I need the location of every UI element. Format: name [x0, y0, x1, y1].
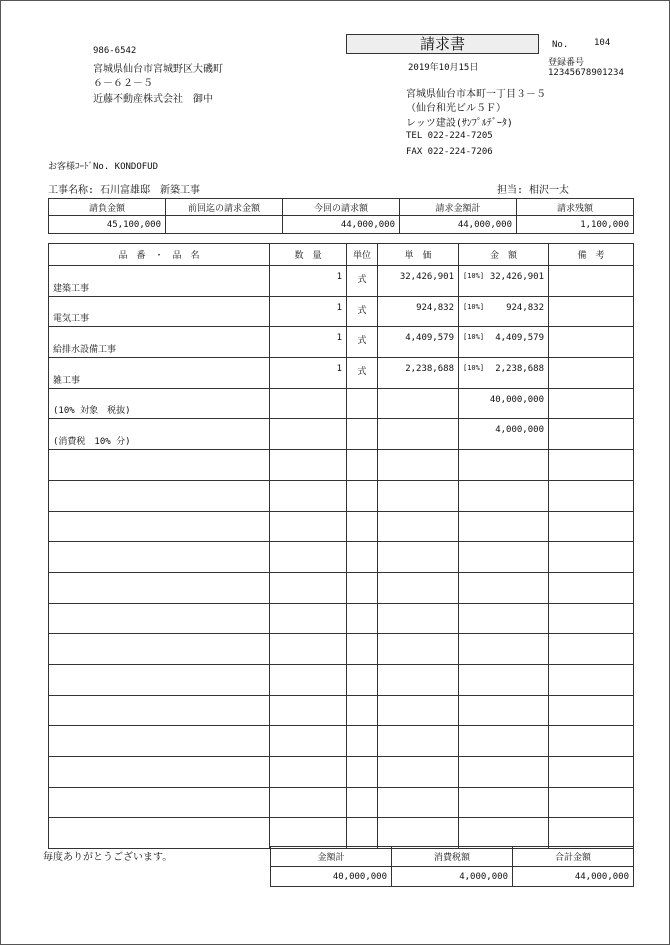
item-name [49, 388, 270, 419]
empty-cell [549, 818, 634, 849]
item-tax-rate: [10%] [463, 302, 485, 311]
totals-table [270, 846, 634, 887]
empty-cell [549, 757, 634, 788]
item-note [549, 296, 634, 327]
summary-value: 44,000,000 [283, 216, 400, 234]
items-header: 備 考 [549, 244, 634, 266]
empty-row [49, 634, 634, 665]
item-quantity-text: 1 [336, 333, 342, 344]
recipient-address-2: ６－６２－５ [93, 78, 153, 89]
registration-number: 12345678901234 [548, 68, 624, 78]
item-unit [347, 327, 378, 358]
empty-cell [347, 787, 378, 818]
empty-cell [270, 480, 347, 511]
items-header: 単 価 [378, 244, 459, 266]
empty-row [49, 695, 634, 726]
item-quantity-text: 1 [336, 272, 342, 282]
item-unit-price [378, 327, 459, 358]
empty-cell [270, 787, 347, 818]
totals-value: 40,000,000 [271, 867, 392, 887]
item-amount-text: 4,000,000 [495, 425, 544, 436]
item-unit [347, 266, 378, 297]
customer-code: お客様ｺｰﾄﾞNo. KONDOFUD [48, 162, 159, 172]
empty-cell [459, 726, 549, 757]
item-quantity [270, 388, 347, 419]
empty-cell [347, 818, 378, 849]
summary-value: 1,100,000 [517, 216, 634, 234]
item-unit-price [378, 358, 459, 389]
item-tax-rate: [10%] [463, 272, 485, 280]
item-amount [459, 296, 549, 327]
empty-cell [347, 480, 378, 511]
doc-number-label: No. [552, 40, 569, 50]
item-unit-text: 式 [357, 336, 367, 347]
empty-cell [378, 511, 459, 542]
empty-cell [459, 511, 549, 542]
item-quantity [270, 266, 347, 297]
empty-cell [49, 542, 270, 573]
summary-value [166, 216, 283, 234]
item-quantity [270, 358, 347, 389]
empty-row [49, 572, 634, 603]
totals-header-row [271, 847, 634, 867]
item-name-text: (10% 対象 税抜) [53, 406, 131, 417]
empty-row [49, 450, 634, 481]
summary-header: 請求金額計 [400, 199, 517, 216]
recipient-address-1: 宮城県仙台市宮城野区大磯町 [93, 64, 223, 75]
totals-header: 消費税額 [392, 847, 513, 867]
item-amount-text: 924,832 [506, 302, 544, 313]
empty-cell [49, 480, 270, 511]
item-quantity-text: 1 [336, 302, 342, 313]
empty-cell [378, 480, 459, 511]
item-unit-price [378, 266, 459, 297]
empty-cell [459, 572, 549, 603]
table-row [49, 266, 634, 297]
empty-row [49, 511, 634, 542]
empty-cell [347, 726, 378, 757]
empty-cell [270, 726, 347, 757]
item-amount-text: 4,409,579 [495, 333, 544, 344]
empty-cell [459, 695, 549, 726]
item-tax-rate: [10%] [463, 333, 485, 342]
item-quantity-text: 1 [336, 364, 342, 375]
table-row [49, 388, 634, 419]
item-amount [459, 327, 549, 358]
empty-cell [549, 603, 634, 634]
summary-table [48, 198, 634, 234]
item-note [549, 327, 634, 358]
empty-cell [459, 757, 549, 788]
doc-number: 104 [594, 38, 611, 48]
empty-cell [378, 787, 459, 818]
issuer-building: （仙台和光ビル５Ｆ） [406, 103, 506, 114]
items-table [48, 243, 634, 849]
empty-cell [549, 726, 634, 757]
empty-cell [270, 818, 347, 849]
empty-cell [49, 787, 270, 818]
summary-header-row [49, 199, 634, 216]
thanks-message: 毎度ありがとうございます。 [43, 852, 173, 863]
summary-header: 前回迄の請求金額 [166, 199, 283, 216]
issuer-address: 宮城県仙台市本町一丁目３－５ [406, 89, 546, 100]
empty-cell [270, 695, 347, 726]
empty-cell [347, 542, 378, 573]
invoice-title: 請求書 [346, 34, 539, 54]
summary-header: 今回の請求額 [283, 199, 400, 216]
empty-row [49, 787, 634, 818]
empty-cell [347, 603, 378, 634]
issuer-tel: TEL 022-224-7205 [406, 131, 493, 141]
totals-value-row [271, 867, 634, 887]
item-name-text: (消費税 10% 分) [53, 437, 131, 448]
item-name-text: 建築工事 [53, 283, 90, 294]
empty-row [49, 603, 634, 634]
empty-cell [459, 664, 549, 695]
empty-cell [49, 511, 270, 542]
item-unit-price-text: 4,409,579 [405, 333, 454, 344]
empty-cell [549, 480, 634, 511]
empty-cell [378, 603, 459, 634]
empty-cell [49, 450, 270, 481]
summary-value: 45,100,000 [49, 216, 166, 234]
empty-cell [347, 634, 378, 665]
item-amount-text: 2,238,688 [495, 364, 544, 375]
empty-cell [459, 450, 549, 481]
item-unit-text: 式 [357, 367, 367, 378]
item-amount-text: 40,000,000 [489, 394, 544, 405]
item-note [549, 419, 634, 450]
item-note [549, 388, 634, 419]
item-name-text: 電気工事 [53, 314, 90, 325]
issuer-company: レッツ建設(ｻﾝﾌﾟﾙﾃﾞｰﾀ) [406, 118, 513, 129]
empty-cell [49, 757, 270, 788]
item-note [549, 358, 634, 389]
empty-cell [459, 787, 549, 818]
empty-cell [378, 757, 459, 788]
items-header: 金 額 [459, 244, 549, 266]
item-amount [459, 419, 549, 450]
empty-cell [347, 511, 378, 542]
item-name-text: 雑工事 [53, 375, 81, 386]
empty-cell [549, 664, 634, 695]
item-quantity [270, 296, 347, 327]
item-quantity [270, 419, 347, 450]
item-name [49, 419, 270, 450]
item-name-text: 給排水設備工事 [53, 345, 117, 356]
item-unit-price-text: 32,426,901 [399, 272, 454, 282]
item-unit-text: 式 [357, 305, 367, 316]
totals-value: 44,000,000 [513, 867, 634, 887]
empty-cell [270, 634, 347, 665]
empty-cell [549, 542, 634, 573]
table-row [49, 327, 634, 358]
item-name [49, 266, 270, 297]
empty-cell [378, 726, 459, 757]
summary-header: 請負金額 [49, 199, 166, 216]
empty-cell [459, 603, 549, 634]
empty-cell [459, 480, 549, 511]
totals-header: 金額計 [271, 847, 392, 867]
empty-cell [378, 664, 459, 695]
empty-row [49, 664, 634, 695]
empty-cell [378, 450, 459, 481]
item-unit-text: 式 [357, 275, 367, 285]
summary-value: 44,000,000 [400, 216, 517, 234]
item-unit [347, 419, 378, 450]
registration-label: 登録番号 [548, 58, 585, 68]
empty-row [49, 726, 634, 757]
totals-header: 合計金額 [513, 847, 634, 867]
empty-cell [347, 572, 378, 603]
empty-cell [378, 572, 459, 603]
item-amount [459, 388, 549, 419]
empty-row [49, 480, 634, 511]
recipient-name: 近藤不動産株式会社 御中 [93, 94, 213, 105]
table-row [49, 419, 634, 450]
items-header: 品 番 ・ 品 名 [49, 244, 270, 266]
item-unit [347, 388, 378, 419]
empty-cell [549, 572, 634, 603]
item-unit-price-text: 2,238,688 [405, 364, 454, 375]
empty-row [49, 757, 634, 788]
staff-name: 担当: 相沢一太 [497, 185, 570, 196]
items-header: 単位 [347, 244, 378, 266]
empty-cell [49, 603, 270, 634]
empty-cell [549, 450, 634, 481]
empty-cell [270, 511, 347, 542]
item-unit-price-text: 924,832 [416, 302, 454, 313]
table-row [49, 358, 634, 389]
table-row [49, 296, 634, 327]
empty-row [49, 542, 634, 573]
item-name [49, 296, 270, 327]
summary-header: 請求残額 [517, 199, 634, 216]
issuer-fax: FAX 022-224-7206 [406, 147, 493, 157]
item-amount [459, 266, 549, 297]
invoice-date: 2019年10月15日 [408, 63, 479, 73]
empty-cell [49, 695, 270, 726]
item-unit-price [378, 419, 459, 450]
empty-cell [549, 695, 634, 726]
empty-cell [549, 511, 634, 542]
item-quantity [270, 327, 347, 358]
empty-cell [270, 542, 347, 573]
items-header-row [49, 244, 634, 266]
empty-cell [347, 450, 378, 481]
empty-cell [378, 634, 459, 665]
empty-cell [378, 695, 459, 726]
empty-cell [270, 572, 347, 603]
empty-cell [459, 818, 549, 849]
empty-cell [549, 634, 634, 665]
item-name [49, 358, 270, 389]
empty-cell [378, 542, 459, 573]
empty-cell [49, 726, 270, 757]
empty-cell [459, 634, 549, 665]
item-amount-text: 32,426,901 [489, 272, 544, 282]
item-unit-price [378, 296, 459, 327]
item-amount [459, 358, 549, 389]
item-note [549, 266, 634, 297]
empty-cell [49, 664, 270, 695]
empty-cell [459, 542, 549, 573]
empty-cell [347, 695, 378, 726]
empty-cell [270, 757, 347, 788]
empty-row [49, 818, 634, 849]
item-unit-price [378, 388, 459, 419]
project-name: 工事名称: 石川富雄邸 新築工事 [48, 185, 201, 196]
empty-cell [378, 818, 459, 849]
totals-value: 4,000,000 [392, 867, 513, 887]
empty-cell [549, 787, 634, 818]
items-header: 数 量 [270, 244, 347, 266]
item-unit [347, 296, 378, 327]
summary-value-row [49, 216, 634, 234]
empty-cell [270, 450, 347, 481]
empty-cell [49, 634, 270, 665]
recipient-postal: 986-6542 [93, 46, 137, 56]
empty-cell [347, 757, 378, 788]
empty-cell [270, 664, 347, 695]
empty-cell [347, 664, 378, 695]
item-tax-rate: [10%] [463, 364, 485, 373]
item-unit [347, 358, 378, 389]
empty-cell [270, 603, 347, 634]
empty-cell [49, 572, 270, 603]
empty-cell [49, 818, 270, 849]
item-name [49, 327, 270, 358]
